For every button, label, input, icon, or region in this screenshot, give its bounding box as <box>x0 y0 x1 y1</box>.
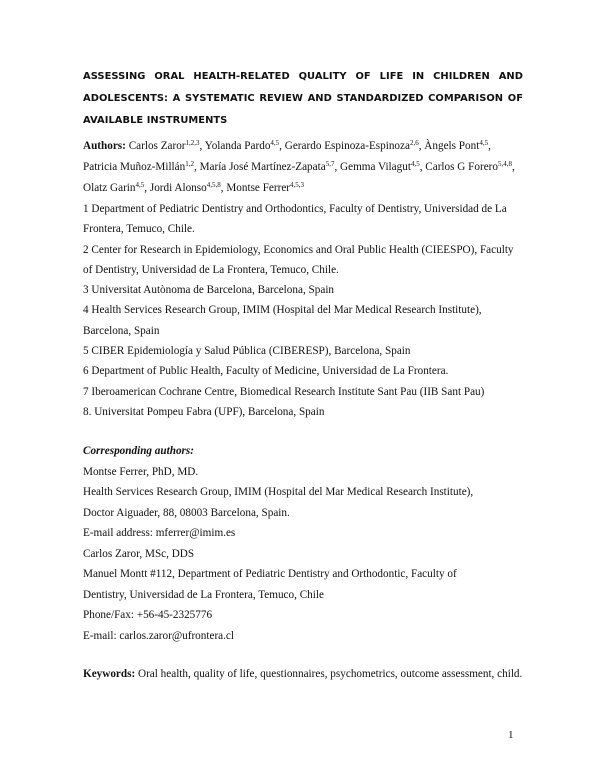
corresponding-email: E-mail: carlos.zaror@ufrontera.cl <box>83 629 235 642</box>
corresponding-line: Doctor Aiguader, 88, 08003 Barcelona, Spain. <box>83 506 290 519</box>
author-names: Carlos Zaror$^{1,2,3}$, Yolanda Pardo$^{4,5}$, Gerardo Espinoza-Espinoza$^{2,6}$, Àngels Pont$^{4,5}$, Patricia Muñoz-Millán$^{1,2}$, María José Martínez-Zapata$^{5,7}$, Gemma Vilagut$^{4,5}$, Carlos G Forero$^{5,4,8}$, Olatz Garin$^{4,5}$, Jordi Alonso$^{4,5,8}$, Montse Ferrer$^{4,5,3}$ <box>83 139 515 194</box>
affiliation-item: 6 Department of Public Health, Faculty of Medicine, Universidad de La Frontera. <box>83 365 449 378</box>
keywords <box>83 664 523 685</box>
corresponding-line: Health Services Research Group, IMIM (Hospital del Mar Medical Research Institute), <box>83 486 474 498</box>
author-affiliation-marker: 4,5,8 <box>206 181 221 189</box>
author-affiliation-marker: 1,2 <box>185 160 194 168</box>
author-affiliation-marker: 4,5 <box>270 139 280 147</box>
author-name: Patricia Muñoz-Millán <box>83 161 186 173</box>
author-name: Olatz Garin <box>83 182 136 194</box>
corresponding-line: Dentistry, Universidad de La Frontera, Temuco, Chile <box>83 588 324 601</box>
corresponding-authors <box>83 441 523 646</box>
author-affiliation-marker: 4,5,3 <box>290 181 305 189</box>
paper-title: ASSESSING ORAL HEALTH-RELATED QUALITY OF LIFE IN CHILDREN AND ADOLESCENTS: A SYSTEMATIC REVIEW AND STANDARDIZED COMPARISON OF AVAILABLE INSTRUMENTS <box>83 71 523 126</box>
author-affiliation-marker: 4,5 <box>410 160 420 168</box>
corresponding-heading: Corresponding authors: <box>83 445 194 457</box>
affiliation-item: 1 Department of Pediatric Dentistry and Orthodontics, Faculty of Dentistry, Universidad de La Frontera, Temuco, Chile. <box>83 203 507 236</box>
keywords-text: Oral health, quality of life, questionnaires, psychometrics, outcome assessment, child. <box>138 668 523 680</box>
corresponding-line: Manuel Montt #112, Department of Pediatric Dentistry and Orthodontic, Faculty of <box>83 568 457 580</box>
author-name: Gerardo Espinoza-Espinoza <box>284 140 410 152</box>
affiliation-item: 8. Universitat Pompeu Fabra (UPF), Barcelona, Spain <box>83 405 325 418</box>
affiliation-item: 4 Health Services Research Group, IMIM (Hospital del Mar Medical Research Institute), Barcelona, Spain <box>83 304 482 337</box>
author-list <box>83 136 523 199</box>
author-name: Gemma Vilagut <box>340 161 411 173</box>
author-name: Àngels Pont <box>424 140 480 152</box>
corresponding-line: Montse Ferrer, PhD, MD. <box>83 465 199 478</box>
author-affiliation-marker: 1,2,3 <box>185 139 200 147</box>
corresponding-line: Carlos Zaror, MSc, DDS <box>83 547 195 560</box>
author-name: María José Martínez-Zapata <box>199 161 326 173</box>
keywords-label: Keywords: <box>83 668 136 680</box>
affiliation-item: 5 CIBER Epidemiología y Salud Pública (CIBERESP), Barcelona, Spain <box>83 345 411 358</box>
page-number: 1 <box>508 729 514 741</box>
author-name: Carlos Zaror <box>128 140 186 152</box>
affiliation-item: 3 Universitat Autònoma de Barcelona, Barcelona, Spain <box>83 284 335 297</box>
affiliation-list <box>83 199 523 422</box>
corresponding-phone: Phone/Fax: +56-45-2325776 <box>83 609 213 621</box>
author-affiliation-marker: 4,5 <box>479 139 489 147</box>
author-name: Carlos G Forero <box>425 161 498 173</box>
author-affiliation-marker: 2,6 <box>409 139 419 147</box>
authors-label: Authors: <box>83 140 126 152</box>
author-affiliation-marker: 4,5 <box>135 181 145 189</box>
author-name: Jordi Alonso <box>149 182 207 194</box>
author-name: Montse Ferrer <box>226 182 291 194</box>
author-name: Yolanda Pardo <box>204 140 271 152</box>
corresponding-email: E-mail address: mferrer@imim.es <box>83 527 236 539</box>
affiliation-item: 2 Center for Research in Epidemiology, Economics and Oral Public Health (CIEESPO), Faculty of Dentistry, Universidad de La Frontera, Temuco, Chile. <box>83 243 514 276</box>
affiliation-item: 7 Iberoamerican Cochrane Centre, Biomedical Research Institute Sant Pau (IIB Sant Pau) <box>83 385 485 398</box>
author-affiliation-marker: 5,4,8 <box>498 160 512 168</box>
author-affiliation-marker: 5,7 <box>325 160 335 168</box>
